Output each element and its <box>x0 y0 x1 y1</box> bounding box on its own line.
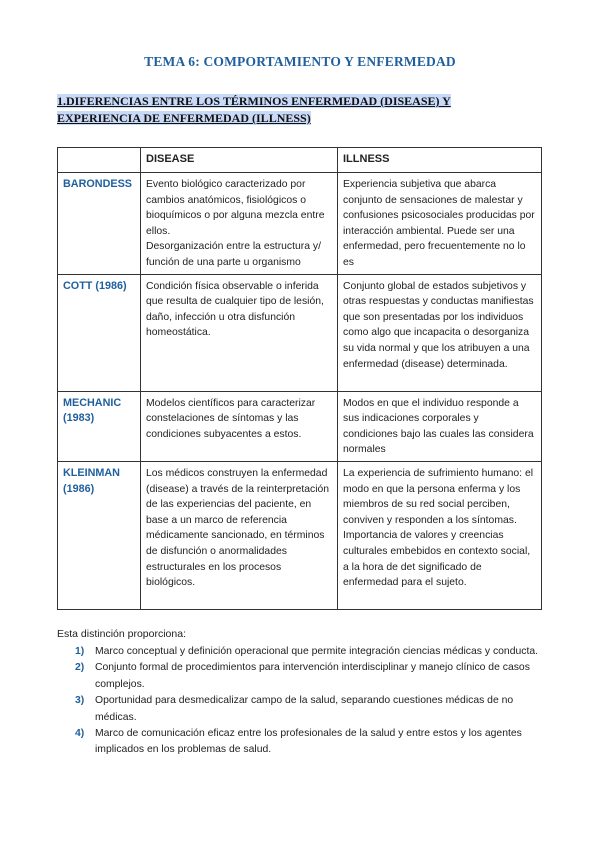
header-illness: ILLNESS <box>338 148 542 173</box>
list-item-text: Oportunidad para desmedicalizar campo de la salud, separando cuestiones médicas de no médicas. <box>95 695 514 723</box>
row-author: BARONDESS <box>58 173 141 275</box>
table-row <box>58 461 542 609</box>
table-row <box>58 391 542 461</box>
points-list <box>57 644 547 759</box>
list-item-text: Conjunto formal de procedimientos para intervención interdisciplinar y manejo clínico de casos complejos. <box>95 662 530 690</box>
list-item <box>57 660 547 693</box>
row-illness: La experiencia de sufrimiento humano: el modo en que la persona enferma y los miembros de su red social perciben, conviven y responden a los síntomas. Importancia de valores y creencias culturales embebidos en contexto social, a la hora de det significado de enfermedad para el sujeto. <box>338 461 542 609</box>
section-heading-text: 1.DIFERENCIAS ENTRE LOS TÉRMINOS ENFERMEDAD (DISEASE) Y EXPERIENCIA DE ENFERMEDAD (ILLNESS) <box>57 94 451 125</box>
list-item-number: 4) <box>75 728 85 740</box>
list-item <box>57 726 547 759</box>
row-illness: Conjunto global de estados subjetivos y otras respuestas y conductas manifiestas que son presentadas por los individuos como algo que incapacita o desorganiza su vida normal y que los atribuyen a una enfermedad (disease) determinada. <box>338 274 542 391</box>
row-disease: Modelos científicos para caracterizar constelaciones de síntomas y las condiciones subyacentes a estos. <box>141 391 338 461</box>
table-row <box>58 173 542 275</box>
row-illness: Experiencia subjetiva que abarca conjunto de sensaciones de malestar y confusiones psicosociales producidas por interacción ambiental. Puede ser una enfermedad, pero frecuentemente no lo es <box>338 173 542 275</box>
intro-text: Esta distinción proporciona: <box>57 628 186 640</box>
comparison-table <box>57 147 542 610</box>
row-disease: Evento biológico caracterizado por cambios anatómicos, fisiológicos o bioquímicos o por alguna mezcla entre ellos. Desorganización entre la estructura y/ función de una parte u organismo <box>141 173 338 275</box>
row-disease: Los médicos construyen la enfermedad (disease) a través de la reinterpretación de las experiencias del paciente, en base a un marco de referencia médicamente sancionado, en términos de disfunción o anormalidades estructurales en los procesos biológicos. <box>141 461 338 609</box>
page-title: TEMA 6: COMPORTAMIENTO Y ENFERMEDAD <box>144 54 456 69</box>
header-disease: DISEASE <box>141 148 338 173</box>
row-author: KLEINMAN (1986) <box>58 461 141 609</box>
section-heading <box>57 93 529 127</box>
list-item-text: Marco de comunicación eficaz entre los profesionales de la salud y entre estos y los agentes implicados en los problemas de salud. <box>95 728 522 756</box>
row-disease: Condición física observable o inferida que resulta de cualquier tipo de lesión, daño, infección u otra disfunción homeostática. <box>141 274 338 391</box>
list-item-number: 3) <box>75 695 85 707</box>
row-illness: Modos en que el individuo responde a sus indicaciones corporales y condiciones bajo las cuales las considera normales <box>338 391 542 461</box>
list-item <box>57 644 547 660</box>
list-item <box>57 693 547 726</box>
list-item-number: 2) <box>75 662 85 674</box>
list-item-text: Marco conceptual y definición operacional que permite integración ciencias médicas y conducta. <box>95 646 539 657</box>
table-row <box>58 274 542 391</box>
table-header-row <box>58 148 542 173</box>
row-author: COTT (1986) <box>58 274 141 391</box>
header-empty-cell <box>58 148 141 173</box>
row-author: MECHANIC (1983) <box>58 391 141 461</box>
list-item-number: 1) <box>75 646 85 657</box>
